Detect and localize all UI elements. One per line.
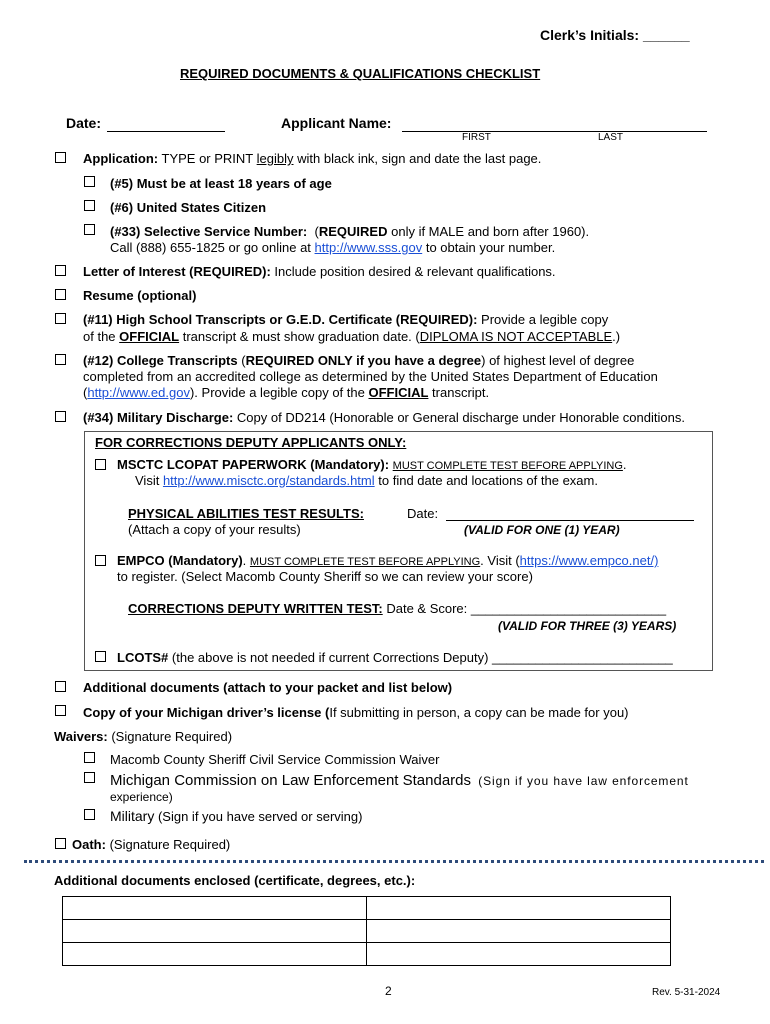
letter-item: Letter of Interest (REQUIRED): Include position desired & relevant qualifications. [83,264,556,279]
enclosed-documents-table [62,896,671,966]
waiver-civil-service: Macomb County Sheriff Civil Service Commission Waiver [110,752,440,767]
waiver-military: Military (Sign if you have served or serving) [110,808,363,824]
date-label: Date: [66,115,102,131]
msctc-item: MSCTC LCOPAT PAPERWORK (Mandatory): MUST COMPLETE TEST BEFORE APPLYING. [117,457,627,472]
applicant-name-field[interactable] [402,131,707,132]
college-transcript-detail-2: (http://www.ed.gov). Provide a legible copy of the OFFICIAL transcript. [83,385,490,400]
resume-checkbox[interactable] [55,289,66,300]
waiver-mcoles-cont: experience) [110,790,173,804]
oath-item: Oath: (Signature Required) [72,837,231,852]
page-number: 2 [385,984,392,998]
misctc-link[interactable]: http://www.misctc.org/standards.html [162,473,375,488]
pat-date-label: Date: [407,506,439,521]
corrections-heading: FOR CORRECTIONS DEPUTY APPLICANTS ONLY: [95,435,407,450]
table-row [63,920,671,943]
last-name-caption: LAST [598,132,624,143]
lcots-checkbox[interactable] [95,651,106,662]
table-cell[interactable] [63,943,367,966]
license-item: Copy of your Michigan driver’s license (If submitting in person, a copy can be made for you) [83,705,629,720]
table-row [63,897,671,920]
application-item: Application: TYPE or PRINT legibly with black ink, sign and date the last page. [83,151,542,166]
empco-item: EMPCO (Mandatory). MUST COMPLETE TEST BEFORE APPLYING. Visit (https://www.empco.net/) [117,553,659,568]
license-checkbox[interactable] [55,705,66,716]
msctc-visit: Visit http://www.misctc.org/standards.html to find date and locations of the exam. [135,473,598,488]
pat-heading: PHYSICAL ABILITIES TEST RESULTS: [128,506,364,521]
empco-link[interactable]: https://www.empco.net/) [519,553,659,568]
pat-date-field[interactable] [446,520,694,521]
waiver-military-checkbox[interactable] [84,809,95,820]
hs-transcript-item: (#11) High School Transcripts or G.E.D. Certificate (REQUIRED): Provide a legible copy [83,312,609,327]
lcots-item: LCOTS# (the above is not needed if current Corrections Deputy) _________________________ [117,650,673,665]
applicant-name-label: Applicant Name: [281,115,392,131]
table-cell[interactable] [367,897,671,920]
pat-valid-note: (VALID FOR ONE (1) YEAR) [464,523,620,537]
military-item: (#34) Military Discharge: Copy of DD214 (Honorable or General discharge under Honorable conditions. [83,410,685,425]
age-checkbox[interactable] [84,176,95,187]
selective-service-checkbox[interactable] [84,224,95,235]
sss-link[interactable]: http://www.sss.gov [314,240,423,255]
clerk-initials: Clerk’s Initials: ______ [540,27,690,43]
table-row [63,943,671,966]
additional-docs-checkbox[interactable] [55,681,66,692]
date-field[interactable] [107,131,225,132]
written-valid-note: (VALID FOR THREE (3) YEARS) [498,619,677,633]
waiver-mcoles-checkbox[interactable] [84,772,95,783]
college-transcript-detail: completed from an accredited college as determined by the United States Department of Education [83,369,658,384]
ed-gov-link[interactable]: http://www.ed.gov [87,385,190,400]
enclosed-heading: Additional documents enclosed (certificate, degrees, etc.): [54,873,416,888]
msctc-checkbox[interactable] [95,459,106,470]
waivers-heading: Waivers: (Signature Required) [54,729,233,744]
application-checkbox[interactable] [55,152,66,163]
letter-checkbox[interactable] [55,265,66,276]
page-title: REQUIRED DOCUMENTS & QUALIFICATIONS CHECKLIST [180,66,541,81]
waiver-civil-service-checkbox[interactable] [84,752,95,763]
written-test-item: CORRECTIONS DEPUTY WRITTEN TEST: Date & Score: ___________________________ [128,601,667,616]
revision-date: Rev. 5-31-2024 [652,987,721,998]
college-transcript-item: (#12) College Transcripts (REQUIRED ONLY if you have a degree) of highest level of degree [83,353,635,368]
hs-transcript-detail: of the OFFICIAL transcript & must show graduation date. (DIPLOMA IS NOT ACCEPTABLE.) [83,329,621,344]
section-divider [24,860,764,863]
college-transcript-checkbox[interactable] [55,354,66,365]
additional-docs-item: Additional documents (attach to your packet and list below) [83,680,453,695]
empco-register: to register. (Select Macomb County Sheriff so we can review your score) [117,569,533,584]
first-name-caption: FIRST [462,132,491,143]
table-cell[interactable] [63,920,367,943]
oath-checkbox[interactable] [55,838,66,849]
age-item: (#5) Must be at least 18 years of age [110,176,332,191]
table-cell[interactable] [367,943,671,966]
waiver-mcoles: Michigan Commission on Law Enforcement Standards (Sign if you have law enforcement [110,772,689,789]
resume-item: Resume (optional) [83,288,197,303]
pat-attach-note: (Attach a copy of your results) [128,522,301,537]
table-cell[interactable] [63,897,367,920]
selective-service-info: Call (888) 655-1825 or go online at http://www.sss.gov to obtain your number. [110,240,556,255]
citizen-item: (#6) United States Citizen [110,200,267,215]
military-checkbox[interactable] [55,411,66,422]
table-cell[interactable] [367,920,671,943]
selective-service-item: (#33) Selective Service Number: (REQUIRED only if MALE and born after 1960). [110,224,590,239]
citizen-checkbox[interactable] [84,200,95,211]
hs-transcript-checkbox[interactable] [55,313,66,324]
empco-checkbox[interactable] [95,555,106,566]
